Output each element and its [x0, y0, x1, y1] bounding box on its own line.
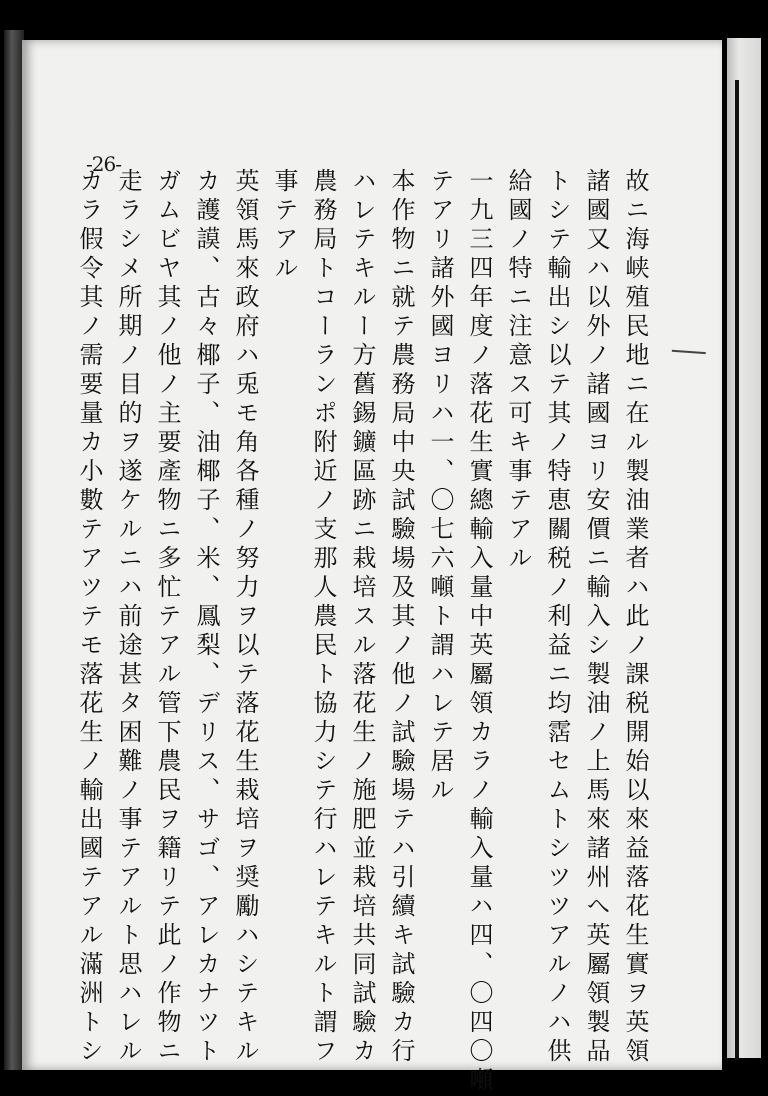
text-column-7: 本作物ニ就テ農務局中央試驗場及其ノ他ノ試驗場テハ引續キ試驗カ行 [387, 168, 415, 1067]
text-column-6: テアリ諸外國ヨリハ一、〇七六噸ト謂ハレテ居ル [426, 168, 454, 806]
text-column-2: 諸國又ハ以外ノ諸國ヨリ安價ニ輸入シ製油ノ上馬來諸州へ英屬領製品 [582, 168, 610, 1067]
text-column-8: ハレテキルー方舊錫鑛區跡ニ栽培スル落花生ノ施肥並栽培共同試驗カ [348, 168, 376, 1067]
text-column-13: ガムビヤ其ノ他ノ主要產物ニ多忙テアル管下農民ヲ籍リテ此ノ作物ニ [153, 168, 181, 1067]
text-column-11: 英領馬來政府ハ兎モ角各種ノ努力ヲ以テ落花生栽培ヲ奨勵ハシテキル [231, 168, 259, 1067]
text-column-12: カ護謨、古々椰子、油椰子、米、鳳梨、デリス、サゴ、アレカナツト [192, 168, 220, 1067]
text-column-5: 一九三四年度ノ落花生實總輸入量中英屬領カラノ輸入量ハ四、〇四〇噸 [465, 168, 493, 1096]
page-gap [735, 80, 739, 1060]
text-column-10: 事テアル [270, 168, 298, 284]
text-column-9: 農務局トコーランポ附近ノ支那人農民ト協力シテ行ハレテキルト謂フ [309, 168, 337, 1067]
text-column-15: カラ假令其ノ需要量カ小數テアツテモ落花生ノ輸出國テアル滿洲トシ [75, 168, 103, 1067]
text-column-3: トシテ輸出シ以テ其ノ特恵關税ノ利益ニ均霑セムトシツツアルノハ供 [543, 168, 571, 1067]
text-column-14: 走ラシメ所期ノ目的ヲ遂ケルニハ前途甚タ困難ノ事テアルト思ハレル [114, 168, 142, 1067]
page-number: -26- [86, 152, 121, 176]
adjacent-page-edge [727, 38, 761, 1058]
text-column-4: 給國ノ特ニ注意ス可キ事テアル [504, 168, 532, 574]
text-column-1: 故ニ海峡殖民地ニ在ル製油業者ハ此ノ課税開始以來益落花生實ヲ英領 [621, 168, 649, 1067]
binding-edge [4, 30, 24, 1070]
